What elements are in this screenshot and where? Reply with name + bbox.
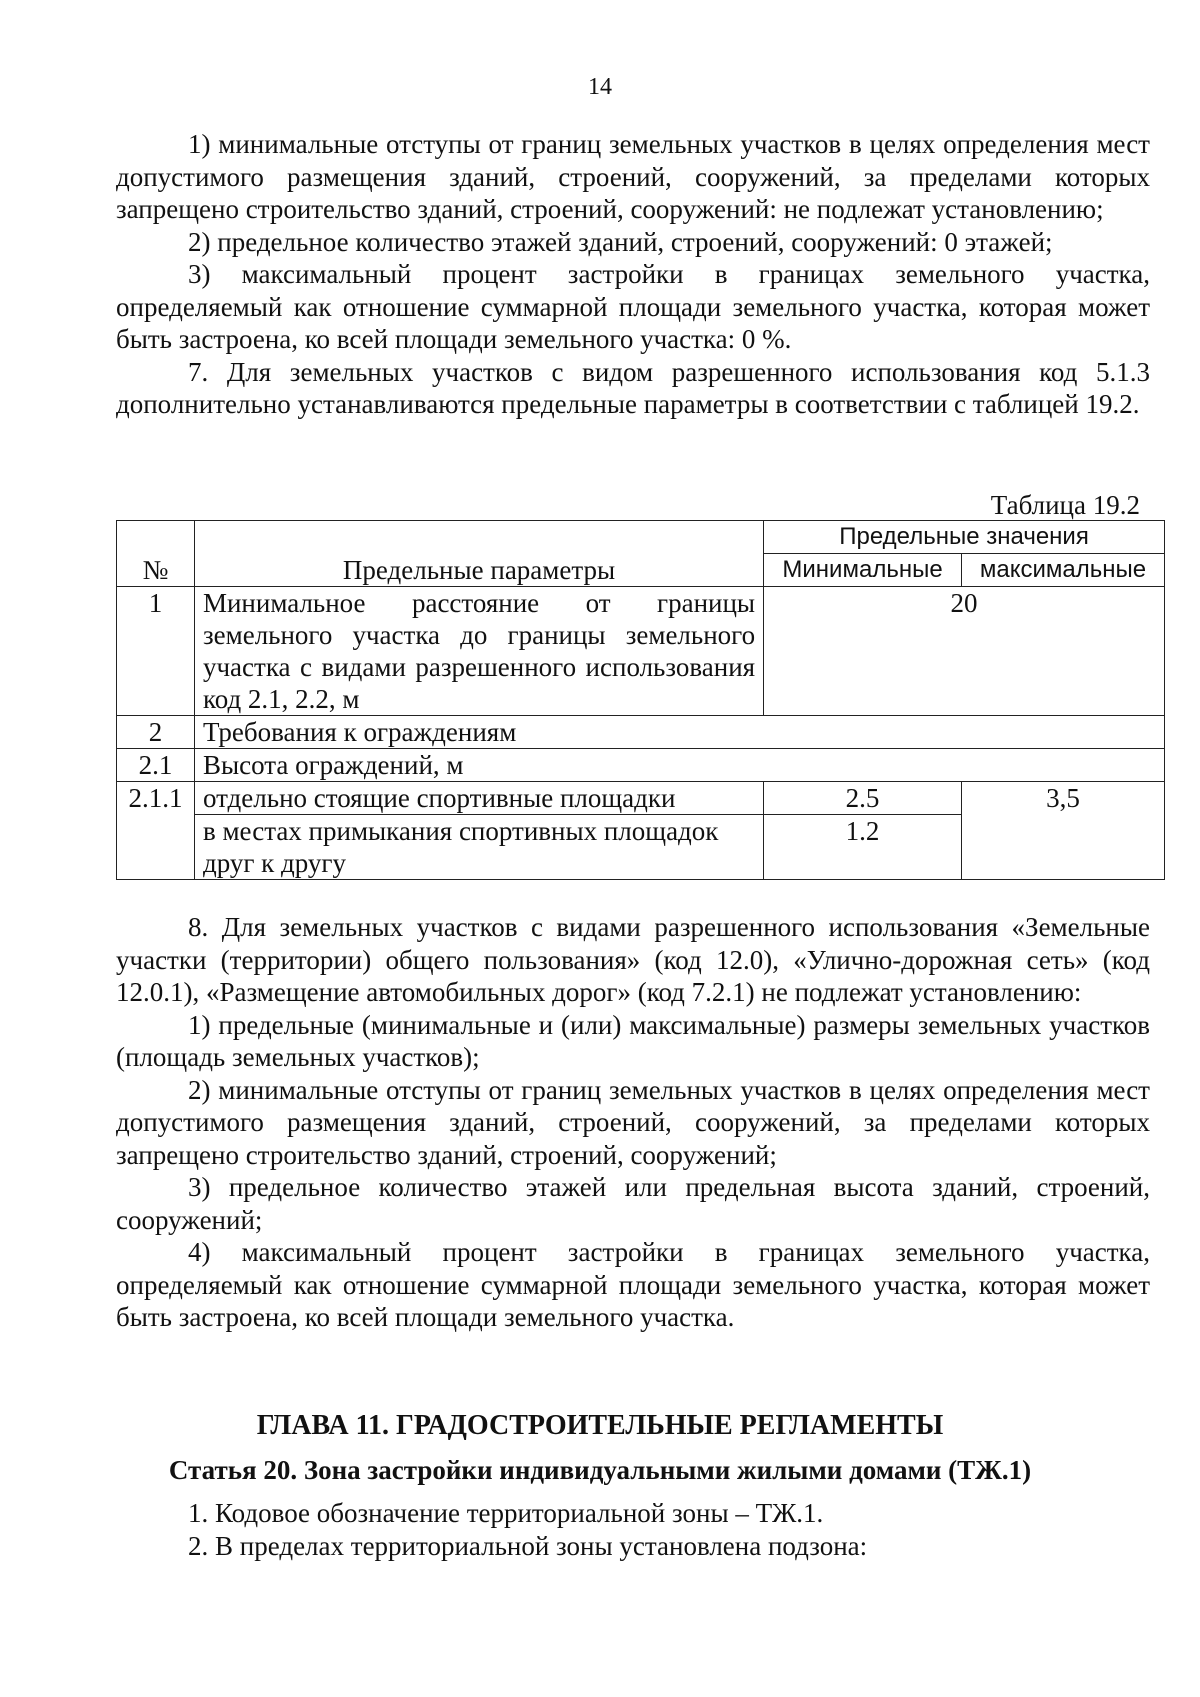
bottom-text-block xyxy=(116,911,1150,1334)
article-title: Статья 20. Зона застройки индивидуальными жилыми домами (ТЖ.1) xyxy=(168,1455,1032,1485)
table-row xyxy=(117,587,1165,716)
table-caption: Таблица 19.2 xyxy=(990,490,1140,520)
table-row xyxy=(117,782,1165,815)
row-param: в местах примыкания спортивных площадок друг к другу xyxy=(194,815,763,880)
row-min: 2.5 xyxy=(764,782,962,815)
paragraph: 1) предельные (минимальные и (или) максимальные) размеры земельных участков (площадь земельных участков); xyxy=(116,1009,1150,1072)
header-min: Минимальные xyxy=(764,554,962,587)
paragraph: 7. Для земельных участков с видом разрешенного использования код 5.1.3 дополнительно устанавливаются предельные параметры в соответствии с таблицей 19.2. xyxy=(116,356,1150,419)
list-item: 2. В пределах территориальной зоны установлена подзона: xyxy=(188,1531,868,1561)
row-param: Высота ограждений, м xyxy=(194,749,1164,782)
paragraph: 8. Для земельных участков с видами разрешенного использования «Земельные участки (территории) общего пользования» (код 12.0), «Улично-дорожная сеть» (код 12.0.1), «Размещение автомобильных дорог» (код 7.2.1) не подлежат установлению: xyxy=(116,912,1150,1007)
row-num: 1 xyxy=(117,587,195,716)
row-value: 20 xyxy=(764,587,1165,716)
numbered-list xyxy=(188,1497,867,1563)
row-param: Требования к ограждениям xyxy=(194,716,1164,749)
header-limits: Предельные значения xyxy=(764,521,1165,554)
top-text-block xyxy=(116,128,1150,421)
paragraph: 1) минимальные отступы от границ земельных участков в целях определения мест допустимого размещения зданий, строений, сооружений, за пределами которых запрещено строительство зданий, строений, сооружений: не подлежат установлению; xyxy=(116,129,1150,224)
paragraph: 3) максимальный процент застройки в границах земельного участка, определяемый как отношение суммарной площади земельного участка, которая может быть застроена, ко всей площади земельного участка: 0 %. xyxy=(116,259,1150,354)
header-max: максимальные xyxy=(962,554,1165,587)
table-row xyxy=(117,749,1165,782)
row-num: 2 xyxy=(117,716,195,749)
header-num: № xyxy=(117,521,195,587)
row-num: 2.1 xyxy=(117,749,195,782)
paragraph: 4) максимальный процент застройки в границах земельного участка, определяемый как отношение суммарной площади земельного участка, которая может быть застроена, ко всей площади земельного участка. xyxy=(116,1237,1150,1332)
chapter-title: ГЛАВА 11. ГРАДОСТРОИТЕЛЬНЫЕ РЕГЛАМЕНТЫ xyxy=(256,1410,944,1441)
row-min: 1.2 xyxy=(764,815,962,880)
paragraph: 3) предельное количество этажей или предельная высота зданий, строений, сооружений; xyxy=(116,1172,1150,1235)
page-number: 14 xyxy=(588,74,612,100)
row-num: 2.1.1 xyxy=(117,782,195,880)
paragraph: 2) минимальные отступы от границ земельных участков в целях определения мест допустимого размещения зданий, строений, сооружений, за пределами которых запрещено строительство зданий, строений, сооружений; xyxy=(116,1074,1150,1170)
row-max: 3,5 xyxy=(962,782,1165,880)
table-row xyxy=(117,716,1165,749)
paragraph: 2) предельное количество этажей зданий, строений, сооружений: 0 этажей; xyxy=(188,226,1053,257)
list-item: 1. Кодовое обозначение территориальной зоны – ТЖ.1. xyxy=(188,1498,824,1528)
header-params: Предельные параметры xyxy=(194,521,763,587)
table-header-row xyxy=(117,521,1165,554)
row-param: Минимальное расстояние от границы земельного участка до границы земельного участка с видами разрешенного использования код 2.1, 2.2, м xyxy=(194,587,763,716)
row-param: отдельно стоящие спортивные площадки xyxy=(194,782,763,815)
limits-table xyxy=(116,520,1165,880)
